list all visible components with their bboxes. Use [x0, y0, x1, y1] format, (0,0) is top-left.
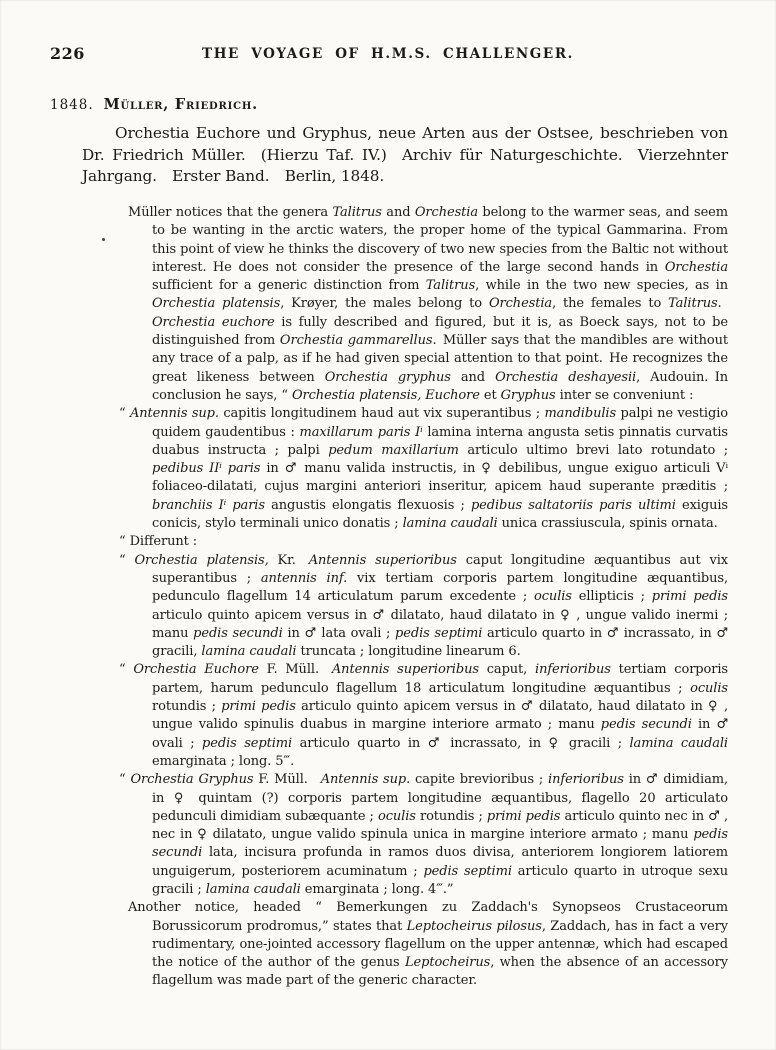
paragraph-orchestia-platensis: “ Orchestia platensis, Kr. Antennis superioribus caput longitudine æquantibus aut vix superantibus ; antennis inf. vix tertiam corporis partem longitudine æquantibus, pedunculo flagellum 14 articulatum parum excedente ; oculis ellipticis ; primi pedis articulo quinto apicem versus in ♂ dilatato, haud dilatato in ♀ , ungue valido inermi ; manu pedis secundi in ♂ lata ovali ; pedis septimi articulo quarto in ♂ incrassato, in ♂ gracili, lamina caudali truncata ; longitudine linearum 6. — [119, 552, 729, 660]
paragraph-orchestia-gryphus: “ Orchestia Gryphus F. Müll. Antennis sup. capite brevioribus ; inferioribus in ♂ dimidiam, in ♀ quintam (?) corporis partem longitudine æquantibus, flagello 20 articulato pedunculi dimidiam subæquante ; oculis rotundis ; primi pedis articulo quinto nec in ♂ , nec in ♀ dilatato, ungue valido spinula unica in margine interiore armato ; manu pedis secundi lata, incisura profunda in ramos duos divisa, anteriorem longiorem latiorem unguigerum, posteriorem acuminatum ; pedis septimi articulo quarto in utroque sexu gracili ; lamina caudali emarginata ; long. 4‴.” — [119, 772, 728, 897]
entry-year: 1848. — [50, 97, 94, 113]
citation-paragraph: Orchestia Euchore und Gryphus, neue Arten aus der Ostsee, beschrieben von Dr. Friedrich Müller. (Hierzu Taf. IV.) Archiv für Naturgeschichte. Vierzehnter Jahrgang. Erster Band. Berlin, 1848. — [82, 124, 728, 186]
paragraph-differunt: “ Differunt : — [119, 534, 198, 550]
paragraph-orchestia-euchore: “ Orchestia Euchore F. Müll. Antennis superioribus caput, inferioribus tertiam corporis partem, harum pedunculo flagellum 18 articulatum longitudine æquantibus ; oculis rotundis ; primi pedis articulo quinto apicem versus in ♂ dilatato, haud dilatato in ♀ , ungue valido spinulis duabus in margine interiore armato ; manu pedis secundi in ♂ ovali ; pedis septimi articulo quarto in ♂ incrassato, in ♀ gracili ; lamina caudali emarginata ; long. 5‴. — [119, 662, 728, 769]
entry-heading — [50, 96, 258, 113]
paragraph-latin-antennis: “ Antennis sup. capitis longitudinem haud aut vix superantibus ; mandibulis palpi ne vestigio quidem gaudentibus : maxillarum paris Iⁱ lamina interna angusta setis pinnatis curvatis duabus instructa ; palpi pedum maxillarium articulo ultimo brevi lato rotundato ; pedibus IIⁱ paris in ♂ manu valida instructis, in ♀ debilibus, ungue exiguo articuli Vⁱ foliaceo-dilatati, cujus margini anteriori inseritur, apicem haud superante præditis ; branchiis Iⁱ paris angustis elongatis flexuosis ; pedibus saltatoriis paris ultimi exiguis conicis, stylo terminali unico donatis ; lamina caudali unica crassiuscula, spinis ornata. — [119, 406, 729, 532]
entry-author: Müller, Friedrich. — [103, 96, 258, 113]
abstract-block — [119, 204, 729, 991]
paragraph-muller-notes: Müller notices that the genera Talitrus and Orchestia belong to the warmer seas, and seem to be wanting in the arctic waters, the proper home of the typical Gammarina. From this point of view he thinks the discovery of two new species from the Baltic not without interest. He does not consider the presence of the large second hands in Orchestia sufficient for a generic distinction from Talitrus, while in the two new species, as in Orchestia platensis, Krøyer, the males belong to Orchestia, the females to Talitrus. Orchestia euchore is fully described and figured, but it is, as Boeck says, not to be distinguished from Orchestia gammarellus. Müller says that the mandibles are without any trace of a palp, as if he had given special attention to that point. He recognizes the great likeness between Orchestia gryphus and Orchestia deshayesii, Audouin. In conclusion he says, “ Orchestia platensis, Euchore et Gryphus inter se conveniunt : — [128, 205, 729, 403]
running-title: THE VOYAGE OF H.M.S. CHALLENGER. — [202, 46, 574, 62]
paragraph-another-notice: Another notice, headed “ Bemerkungen zu Zaddach's Synopseos Crustaceorum Borussicorum prodromus,” states that Leptocheirus pilosus, Zaddach, has in fact a very rudimentary, one-jointed accessory flagellum on the upper antennæ, which had escaped the notice of the author of the genus Leptocheirus, when the absence of an accessory flagellum was made part of the generic character. — [128, 900, 729, 989]
page-number: 226 — [50, 44, 85, 63]
scan-artifact-dot — [102, 238, 105, 241]
running-header — [0, 44, 776, 64]
